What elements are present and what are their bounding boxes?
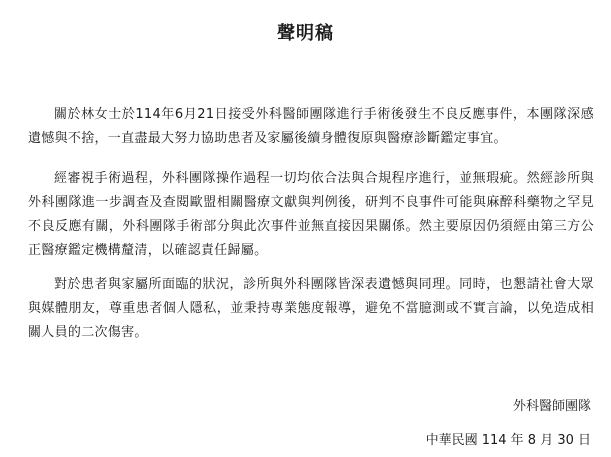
paragraph-2: 經審視手術過程，外科團隊操作過程一切均依合法與合規程序進行，並無瑕疵。然經診所與外科團隊進一步調查及查閱歐盟相關醫療文獻與判例後，研判不良事件可能與麻醉科藥物之罕見不良反應有關，外科團隊手術部分與此次事件並無直接因果關係。然主要原因仍須經由第三方公正醫療鑑定機構釐清，以確認責任歸屬。 — [28, 171, 594, 258]
paragraph-1: 關於林女士於114年6月21日接受外科醫師團隊進行手術後發生不良反應事件，本團隊深感遺憾與不捨，一直盡最大努力協助患者及家屬後續身體復原與醫療診斷鑑定事宜。 — [28, 107, 594, 146]
document-date: 中華民國 114 年 8 月 30 日 — [425, 433, 591, 448]
paragraph-3: 對於患者與家屬所面臨的狀況，診所與外科團隊皆深表遺憾與同理。同時，也懇請社會大眾與媒體朋友，尊重患者個人隱私，並秉持專業態度報導，避免不當臆測或不實言論，以免造成相關人員的二次傷害。 — [28, 277, 594, 340]
signature: 外科醫師團隊 — [512, 399, 591, 414]
document-title: 聲明稿 — [277, 23, 334, 44]
